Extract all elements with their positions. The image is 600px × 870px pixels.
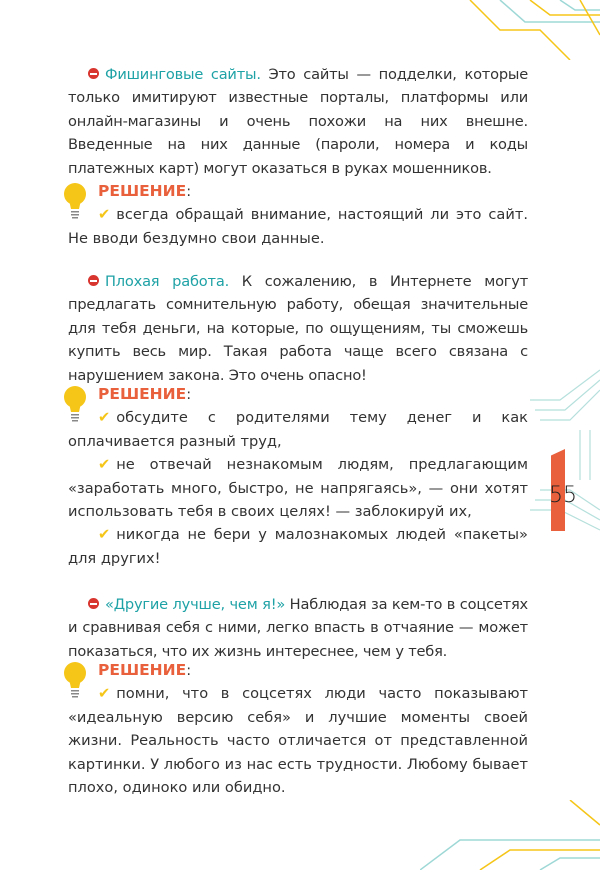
solution-block: РЕШЕНИЕ: ✔ всегда обращай внимание, настоящий ли это сайт. Не вводи бездумно свои данные. xyxy=(68,180,528,250)
solution-block: РЕШЕНИЕ: ✔ обсудите с родителями тему денег и как оплачивается разный труд, ✔ не отвечай незнакомым людям, предлагающим «заработать много, быстро, не напрягаясь», — они хотят использовать тебя в своих целях! — заблокируй их, ✔ никогда не бери у малознакомых людей «пакеты» для других! xyxy=(68,383,528,570)
solution-item: ✔ никогда не бери у малознакомых людей «пакеты» для других! xyxy=(68,526,528,567)
check-icon: ✔ xyxy=(98,526,111,544)
lightbulb-icon xyxy=(63,661,87,699)
section-text: Наблюдая за кем-то в соцсетях и сравнивая себя с ними, легко впасть в отчаяние — может показаться, что их жизнь интереснее, чем у тебя. xyxy=(68,596,528,660)
page-number: 55 xyxy=(549,483,577,508)
section-text: К сожалению, в Интернете могут предлагать сомнительную работу, обещая значительные для тебя деньги, на которые, по ощущениям, ты сможешь купить весь мир. Такая работа чаще всего связана с нарушением закона. Это очень опасно! xyxy=(68,273,528,384)
section-text: Это сайты — подделки, которые только имитируют известные порталы, платформы или онлайн-магазины и очень похожи на них внешне. Введенные на них данные (пароли, номера и коды платежных карт) могут оказаться в руках мошенников. xyxy=(68,66,528,177)
solution-item: ✔ обсудите с родителями тему денег и как оплачивается разный труд, xyxy=(68,409,528,450)
section-bad-work xyxy=(68,270,528,387)
solution-item: ✔ всегда обращай внимание, настоящий ли это сайт. Не вводи бездумно свои данные. xyxy=(68,206,528,247)
circuit-decoration-bottom xyxy=(420,800,600,870)
section-title: Плохая работа. xyxy=(105,273,230,290)
check-icon: ✔ xyxy=(98,685,111,703)
lightbulb-icon xyxy=(63,182,87,220)
solution-item: ✔ не отвечай незнакомым людям, предлагающим «заработать много, быстро, не напрягаясь», — они хотят использовать тебя в своих целях! — заблокируй их, xyxy=(68,456,528,521)
solution-block: РЕШЕНИЕ: ✔ помни, что в соцсетях люди часто показывают «идеальную версию себя» и лучшие моменты своей жизни. Реальность часто отличается от представленной картинки. У любого из нас есть трудности. Любому бывает плохо, одиноко или обидно. xyxy=(68,659,528,799)
stop-icon xyxy=(88,68,99,79)
solution-label: РЕШЕНИЕ xyxy=(98,182,187,200)
check-icon: ✔ xyxy=(98,456,111,474)
check-icon: ✔ xyxy=(98,206,111,224)
section-title: «Другие лучше, чем я!» xyxy=(105,596,286,613)
circuit-decoration-top xyxy=(440,0,600,60)
solution-item: ✔ помни, что в соцсетях люди часто показывают «идеальную версию себя» и лучшие моменты своей жизни. Реальность часто отличается от представленной картинки. У любого из нас есть трудности. Любому бывает плохо, одиноко или обидно. xyxy=(68,685,528,797)
solution-label: РЕШЕНИЕ xyxy=(98,385,187,403)
stop-icon xyxy=(88,598,99,609)
solution-label: РЕШЕНИЕ xyxy=(98,661,187,679)
lightbulb-icon xyxy=(63,385,87,423)
check-icon: ✔ xyxy=(98,409,111,427)
section-title: Фишинговые сайты. xyxy=(105,66,261,83)
section-phishing xyxy=(68,63,528,180)
stop-icon xyxy=(88,275,99,286)
section-others-better xyxy=(68,593,528,663)
